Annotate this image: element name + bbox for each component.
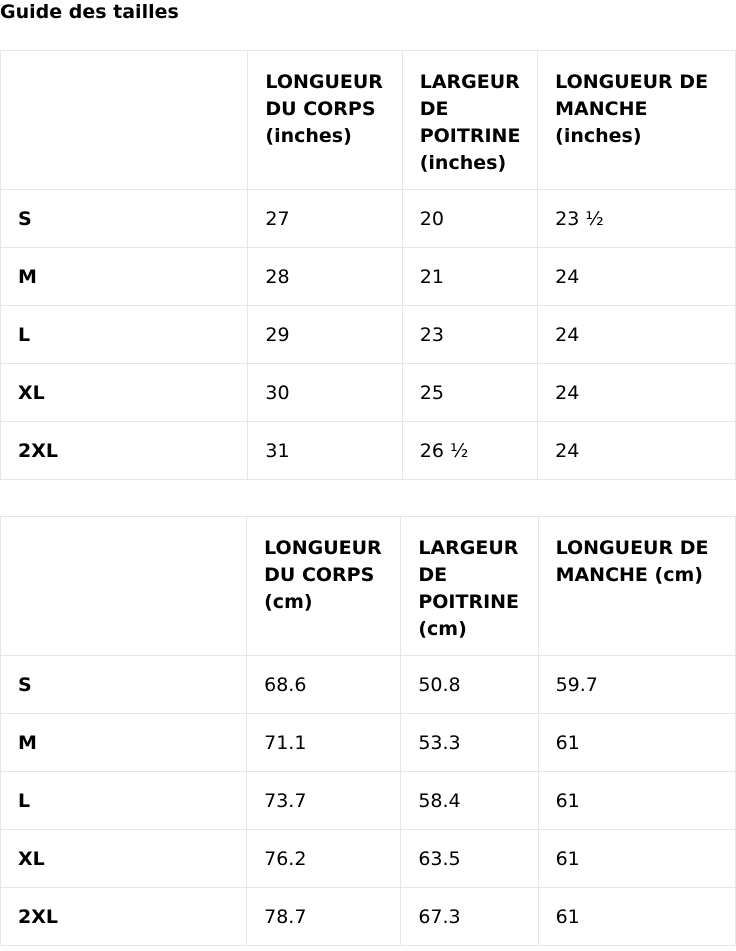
sleeve-length-value: 24: [538, 422, 736, 480]
table-row: [1, 422, 736, 480]
size-label: L: [1, 772, 247, 830]
body-length-value: 73.7: [247, 772, 401, 830]
chest-width-value: 67.3: [401, 888, 538, 946]
body-length-value: 27: [248, 190, 402, 248]
chest-width-value: 50.8: [401, 656, 538, 714]
size-label: M: [1, 248, 248, 306]
size-label: XL: [1, 364, 248, 422]
body-length-value: 29: [248, 306, 402, 364]
body-length-value: 28: [248, 248, 402, 306]
table-row: [1, 190, 736, 248]
body-length-value: 31: [248, 422, 402, 480]
header-chest-width: LARGEUR DE POITRINE (inches): [402, 51, 537, 190]
size-label: L: [1, 306, 248, 364]
header-size: [1, 517, 247, 656]
body-length-value: 78.7: [247, 888, 401, 946]
table-row: [1, 306, 736, 364]
sleeve-length-value: 24: [538, 364, 736, 422]
sleeve-length-value: 24: [538, 306, 736, 364]
body-length-value: 68.6: [247, 656, 401, 714]
sleeve-length-value: 61: [538, 888, 735, 946]
table-header-row: [1, 51, 736, 190]
header-size: [1, 51, 248, 190]
header-body-length: LONGUEUR DU CORPS (cm): [247, 517, 401, 656]
size-table-cm: [0, 516, 736, 946]
header-sleeve-length: LONGUEUR DE MANCHE (cm): [538, 517, 735, 656]
chest-width-value: 20: [402, 190, 537, 248]
sleeve-length-value: 23 ½: [538, 190, 736, 248]
size-label: 2XL: [1, 888, 247, 946]
chest-width-value: 63.5: [401, 830, 538, 888]
table-row: [1, 714, 736, 772]
body-length-value: 71.1: [247, 714, 401, 772]
chest-width-value: 53.3: [401, 714, 538, 772]
sleeve-length-value: 24: [538, 248, 736, 306]
header-sleeve-length: LONGUEUR DE MANCHE (inches): [538, 51, 736, 190]
table-row: [1, 364, 736, 422]
sleeve-length-value: 61: [538, 830, 735, 888]
size-label: XL: [1, 830, 247, 888]
table-row: [1, 656, 736, 714]
header-chest-width: LARGEUR DE POITRINE (cm): [401, 517, 538, 656]
body-length-value: 76.2: [247, 830, 401, 888]
chest-width-value: 23: [402, 306, 537, 364]
page-title: Guide des tailles: [0, 1, 179, 23]
table-row: [1, 888, 736, 946]
body-length-value: 30: [248, 364, 402, 422]
size-label: 2XL: [1, 422, 248, 480]
table-row: [1, 830, 736, 888]
header-body-length: LONGUEUR DU CORPS (inches): [248, 51, 402, 190]
table-row: [1, 772, 736, 830]
chest-width-value: 21: [402, 248, 537, 306]
size-table-inches: [0, 50, 736, 480]
size-label: M: [1, 714, 247, 772]
chest-width-value: 25: [402, 364, 537, 422]
size-label: S: [1, 190, 248, 248]
sleeve-length-value: 61: [538, 772, 735, 830]
size-label: S: [1, 656, 247, 714]
table-row: [1, 248, 736, 306]
chest-width-value: 58.4: [401, 772, 538, 830]
table-header-row: [1, 517, 736, 656]
chest-width-value: 26 ½: [402, 422, 537, 480]
sleeve-length-value: 59.7: [538, 656, 735, 714]
sleeve-length-value: 61: [538, 714, 735, 772]
